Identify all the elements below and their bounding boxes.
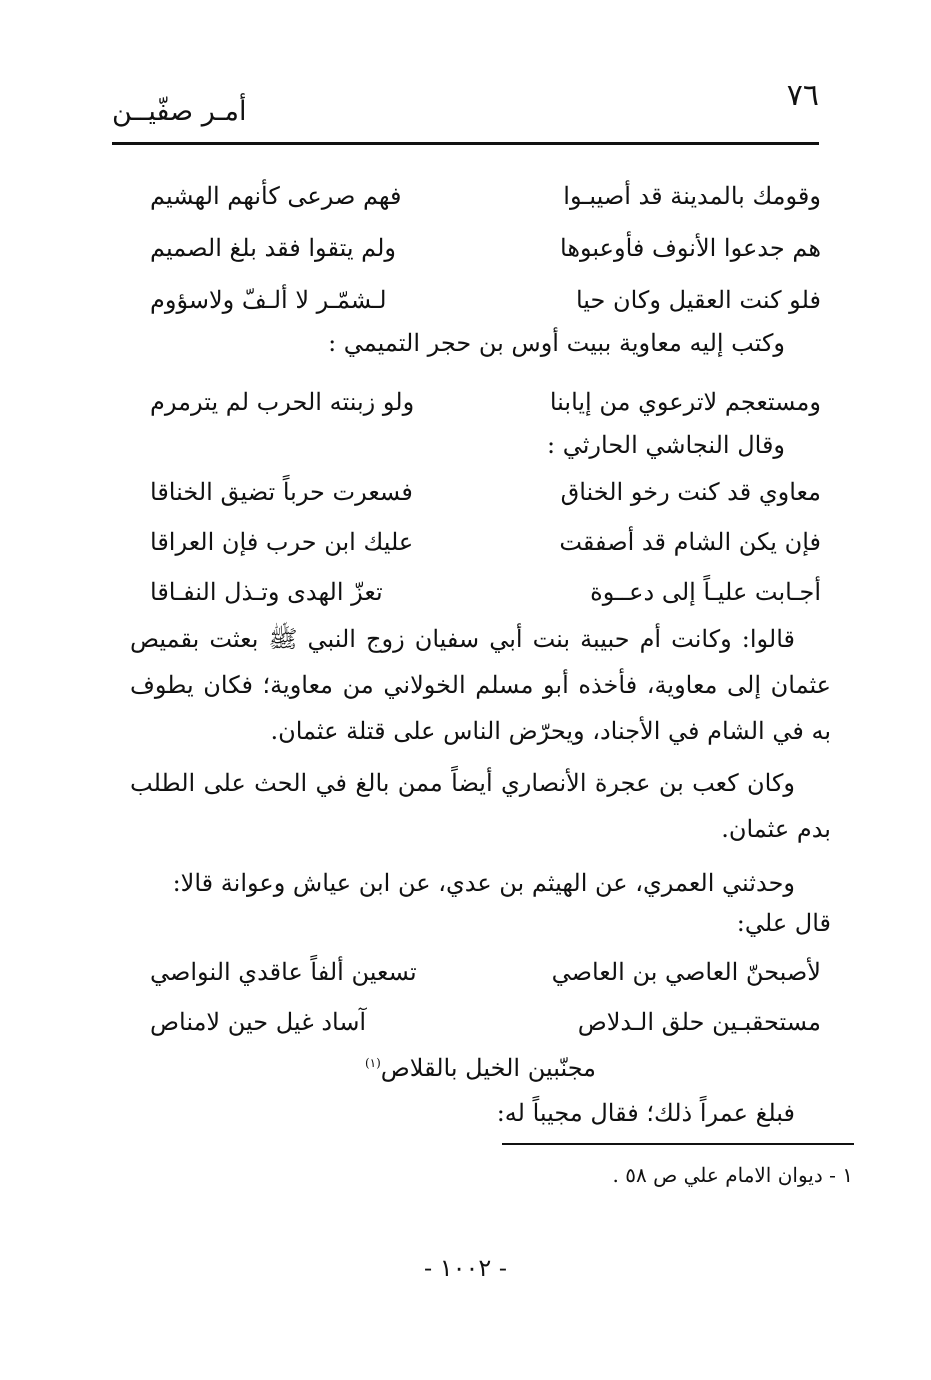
verse-line: [130, 182, 821, 230]
prose-paragraph: وكان كعب بن عجرة الأنصاري أيضاً ممن بالغ في الحث على الطلب بدم عثمان.: [130, 769, 831, 843]
prose-paragraph: قالوا: وكانت أم حبيبة بنت أبي سفيان زوج النبي ﷺ بعثت بقميص عثمان إلى معاوية، فأخذه أبو مسلم الخولاني من معاوية؛ فكان يطوف به في الشام في الأجناد، ويحرّض الناس على قتلة عثمان.: [130, 625, 832, 745]
page-number: ٧٦: [786, 78, 819, 113]
verse-second-hemistich: ولم يتقوا فقد بلغ الصميم: [150, 234, 397, 262]
verse-first-hemistich: ومستعجم لاترعوي من إيابنا: [549, 388, 821, 416]
footnote-marker: (١): [364, 1056, 381, 1070]
verse-closing-text: مجنّبين الخيل بالقلاص: [380, 1054, 597, 1082]
verse-first-hemistich: أجـابت عليـاً إلى دعــوة: [590, 578, 821, 606]
verse-second-hemistich: لـشمّـر لا ألـفّ ولاسؤوم: [150, 286, 387, 314]
verse-closing-line: [130, 1054, 831, 1082]
verse-second-hemistich: فسعرت حرباً تضيق الخناقا: [150, 478, 413, 506]
verse-second-hemistich: عليك ابن حرب فإن العراقا: [150, 528, 414, 556]
verse-line: [130, 958, 821, 1006]
footnote-rule: [502, 1143, 854, 1145]
verse-second-hemistich: ولو زبنته الحرب لم يترمرم: [150, 388, 415, 416]
verse-second-hemistich: تسعين ألفاً عاقدي النواصي: [150, 958, 417, 986]
verse-line: [130, 234, 821, 282]
verse-first-hemistich: لأصبحنّ العاصي بن العاصي: [551, 958, 821, 986]
prose-paragraph: فبلغ عمراً ذلك؛ فقال مجيباً له:: [496, 1099, 795, 1127]
verse-second-hemistich: تعزّ الهدى وتـذل النفـاقا: [150, 578, 383, 606]
verse-line: [130, 478, 821, 526]
page-header: [112, 78, 819, 138]
verse-second-hemistich: آساد غيل حين لامناص: [150, 1008, 367, 1036]
prose-paragraph: وقال النجاشي الحارثي :: [547, 431, 785, 459]
prose-paragraph: وكتب إليه معاوية ببيت أوس بن حجر التميمي :: [328, 329, 785, 357]
running-title: أمـر صفّيــن: [112, 96, 247, 127]
verse-second-hemistich: فهم صرعى كأنهم الهشيم: [150, 182, 402, 210]
prose-paragraph: قال علي:: [736, 909, 831, 937]
verse-first-hemistich: فلو كنت العقيل وكان حيا: [575, 286, 821, 314]
verse-line: [130, 528, 821, 576]
folio-number: - ١٠٠٢ -: [423, 1254, 508, 1282]
prose-paragraph: وحدثني العمري، عن الهيثم بن عدي، عن ابن عياش وعوانة قالا:: [172, 869, 795, 897]
verse-line: [130, 1008, 821, 1056]
verse-first-hemistich: مستحقبـين حلق الـدلاص: [577, 1008, 821, 1036]
verse-first-hemistich: هم جدعوا الأنوف فأوعبوها: [560, 234, 821, 262]
verse-first-hemistich: فإن يكن الشام قد أصفقت: [559, 528, 821, 556]
verse-first-hemistich: وقومك بالمدينة قد أصيبـوا: [563, 182, 821, 210]
verse-first-hemistich: معاوي قد كنت رخو الخناق: [560, 478, 821, 506]
footnote: ١ - ديوان الامام علي ص ٥٨ .: [612, 1163, 853, 1187]
header-rule: [112, 142, 819, 145]
